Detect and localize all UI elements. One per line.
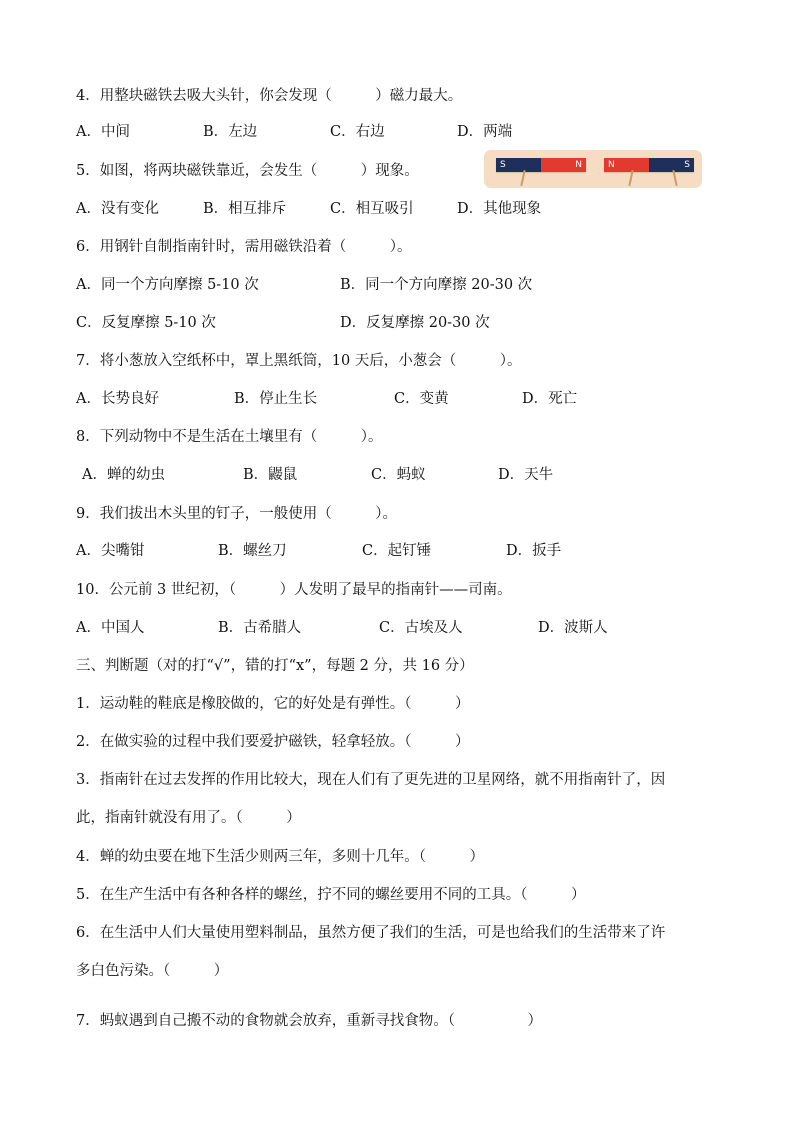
option-b: B．左边 [203, 124, 258, 140]
option-a: A．长势良好 [76, 391, 159, 407]
pencil-support [628, 170, 633, 186]
judgment-item-7: 7．蚂蚁遇到自己搬不动的食物就会放弃，重新寻找食物。（ ） [76, 1013, 542, 1029]
option-b: B．相互排斥 [203, 201, 287, 217]
option-c: C．古埃及人 [379, 620, 463, 636]
option-a: A．同一个方向摩擦 5-10 次 [76, 277, 259, 293]
question-7-stem: 7．将小葱放入空纸杯中，罩上黑纸筒，10 天后，小葱会（ ）。 [76, 353, 522, 369]
option-c: C．起钉锤 [362, 543, 432, 559]
question-5-stem: 5．如图，将两块磁铁靠近，会发生（ ）现象。 [76, 163, 419, 179]
question-6-stem: 6．用钢针自制指南针时，需用磁铁沿着（ ）。 [76, 239, 412, 255]
option-c: C．反复摩擦 5-10 次 [76, 315, 216, 331]
option-b: B．鼹鼠 [243, 467, 298, 483]
option-a: A．中国人 [76, 620, 145, 636]
question-10-stem: 10．公元前 3 世纪初，（ ）人发明了最早的指南针——司南。 [76, 582, 512, 598]
judgment-item-5: 5．在生产生活中有各种各样的螺丝，拧不同的螺丝要用不同的工具。（ ） [76, 887, 586, 903]
question-9-stem: 9．我们拔出木头里的钉子，一般使用（ ）。 [76, 506, 397, 522]
judgment-item-6: 6．在生活中人们大量使用塑料制品，虽然方便了我们的生活，可是也给我们的生活带来了许 [76, 925, 666, 941]
option-d: D．两端 [457, 124, 513, 140]
question-8-stem: 8．下列动物中不是生活在土壤里有（ ）。 [76, 429, 383, 445]
option-b: B．同一个方向摩擦 20-30 次 [340, 277, 533, 293]
pencil-support [672, 170, 677, 186]
magnets-figure [484, 150, 702, 188]
question-9-options [76, 541, 716, 561]
option-c: C．蚂蚁 [371, 467, 426, 483]
option-d: D．反复摩擦 20-30 次 [340, 315, 490, 331]
left-magnet [496, 158, 586, 172]
option-a: A．没有变化 [76, 201, 159, 217]
option-b: B．螺丝刀 [218, 543, 287, 559]
option-d: D．扳手 [506, 543, 562, 559]
pencil-support [520, 170, 525, 186]
question-7-options [76, 389, 716, 409]
option-d: D．死亡 [522, 391, 578, 407]
section-3-heading: 三、判断题（对的打“√”，错的打“x”，每题 2 分，共 16 分） [76, 658, 474, 674]
pole-label: S [684, 160, 690, 170]
pole-label: N [575, 160, 582, 170]
question-8-options [82, 465, 722, 485]
question-4-options [76, 122, 716, 142]
option-c: C．相互吸引 [330, 201, 414, 217]
judgment-item-3: 3．指南针在过去发挥的作用比较大，现在人们有了更先进的卫星网络，就不用指南针了，因 [76, 772, 666, 788]
option-d: D．波斯人 [538, 620, 608, 636]
pole-label: S [500, 160, 506, 170]
judgment-item-6-cont: 多白色污染。（ ） [76, 963, 229, 979]
option-c: C．变黄 [394, 391, 449, 407]
option-d: D．其他现象 [457, 201, 542, 217]
option-a: A．蝉的幼虫 [82, 467, 165, 483]
option-b: B．停止生长 [234, 391, 318, 407]
option-b: B．古希腊人 [218, 620, 302, 636]
pole-label: N [608, 160, 615, 170]
question-10-options [76, 618, 716, 638]
judgment-item-4: 4．蝉的幼虫要在地下生活少则两三年，多则十几年。（ ） [76, 849, 484, 865]
judgment-item-2: 2．在做实验的过程中我们要爱护磁铁，轻拿轻放。（ ） [76, 734, 470, 750]
judgment-item-3-cont: 此，指南针就没有用了。（ ） [76, 810, 301, 826]
option-a: A．中间 [76, 124, 130, 140]
question-6-options-row2 [76, 313, 716, 333]
judgment-item-1: 1．运动鞋的鞋底是橡胶做的，它的好处是有弹性。（ ） [76, 696, 470, 712]
option-a: A．尖嘴钳 [76, 543, 145, 559]
question-4-stem: 4．用整块磁铁去吸大头针，你会发现（ ）磁力最大。 [76, 88, 463, 104]
right-magnet [604, 158, 694, 172]
question-5-options [76, 199, 716, 219]
question-6-options-row1 [76, 275, 716, 295]
option-d: D．天牛 [498, 467, 554, 483]
option-c: C．右边 [330, 124, 385, 140]
